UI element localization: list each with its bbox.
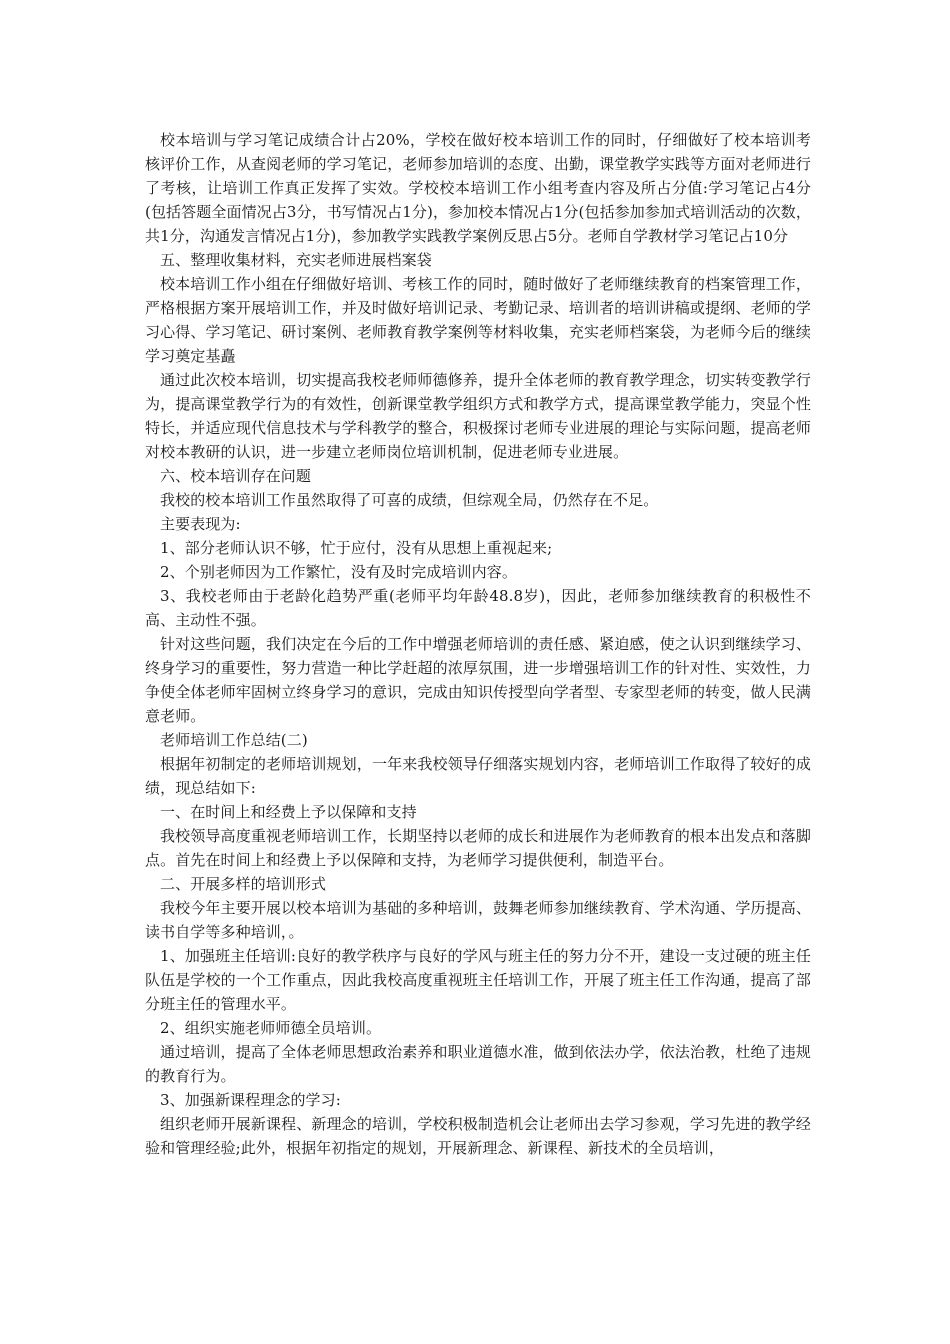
paragraph: 我校今年主要开展以校本培训为基础的多种培训，鼓舞老师参加继续教育、学术沟通、学历提高、读书自学等多种培训，。	[145, 899, 811, 941]
section-heading: 六、校本培训存在问题	[160, 467, 312, 485]
paragraph: 我校领导高度重视老师培训工作，长期坚持以老师的成长和进展作为老师教育的根本出发点和落脚点。首先在时间上和经费上予以保障和支持，为老师学习提供便利，制造平台。	[145, 827, 811, 869]
paragraph: 根据年初制定的老师培训规划，一年来我校领导仔细落实规划内容，老师培训工作取得了较好的成绩，现总结如下:	[145, 755, 811, 797]
section-heading: 一、在时间上和经费上予以保障和支持	[160, 803, 417, 821]
paragraph: 主要表现为:	[160, 515, 241, 533]
paragraph: 我校的校本培训工作虽然取得了可喜的成绩，但综观全局，仍然存在不足。	[160, 491, 659, 509]
paragraph: 针对这些问题，我们决定在今后的工作中增强老师培训的责任感、紧迫感，使之认识到继续学习、终身学习的重要性，努力营造一种比学赶超的浓厚氛围，进一步增强培训工作的针对性、实效性，力争使全体老师牢固树立终身学习的意识，完成由知识传授型向学者型、专家型老师的转变，做人民满意老师。	[145, 635, 811, 725]
paragraph: 通过培训，提高了全体老师思想政治素养和职业道德水准，做到依法办学，依法治教，杜绝了违规的教育行为。	[145, 1043, 811, 1085]
paragraph: 组织老师开展新课程、新理念的培训，学校积极制造机会让老师出去学习参观，学习先进的教学经验和管理经验;此外，根据年初指定的规划，开展新理念、新课程、新技术的全员培训，	[145, 1115, 811, 1157]
list-item: 2、个别老师因为工作繁忙，没有及时完成培训内容。	[160, 563, 517, 581]
list-item: 2、组织实施老师师德全员培训。	[160, 1019, 382, 1037]
paragraph: 校本培训与学习笔记成绩合计占20%，学校在做好校本培训工作的同时，仔细做好了校本培训考核评价工作，从查阅老师的学习笔记，老师参加培训的态度、出勤，课堂教学实践等方面对老师进行了考核，让培训工作真正发挥了实效。学校校本培训工作小组考查内容及所占分值:学习笔记占4分(包括答题全面情况占3分，书写情况占1分)，参加校本情况占1分(包括参加参加式培训活动的次数，共1分，沟通发言情况占1分)，参加教学实践教学案例反思占5分。老师自学教材学习笔记占10分	[145, 131, 811, 245]
list-item: 1、加强班主任培训:良好的教学秩序与良好的学风与班主任的努力分不开，建设一支过硬的班主任队伍是学校的一个工作重点，因此我校高度重视班主任培训工作，开展了班主任工作沟通，提高了部分班主任的管理水平。	[145, 947, 811, 1013]
list-item: 1、部分老师认识不够，忙于应付，没有从思想上重视起来;	[160, 539, 553, 557]
section-heading: 五、整理收集材料，充实老师进展档案袋	[160, 251, 432, 269]
list-item: 3、我校老师由于老龄化趋势严重(老师平均年龄48.8岁)，因此，老师参加继续教育的积极性不高、主动性不强。	[145, 587, 811, 629]
document-page	[145, 128, 811, 1160]
list-item: 3、加强新课程理念的学习:	[160, 1091, 341, 1109]
document-subtitle: 老师培训工作总结(二)	[160, 731, 308, 749]
paragraph: 校本培训工作小组在仔细做好培训、考核工作的同时，随时做好了老师继续教育的档案管理工作，严格根据方案开展培训工作，并及时做好培训记录、考勤记录、培训者的培训讲稿或提纲、老师的学习心得、学习笔记、研讨案例、老师教育教学案例等材料收集，充实老师档案袋，为老师今后的继续学习奠定基矗	[145, 275, 811, 365]
paragraph: 通过此次校本培训，切实提高我校老师师德修养，提升全体老师的教育教学理念，切实转变教学行为，提高课堂教学行为的有效性，创新课堂教学组织方式和教学方式，提高课堂教学能力，突显个性特长，并适应现代信息技术与学科教学的整合，积极探讨老师专业进展的理论与实际问题，提高老师对校本教研的认识，进一步建立老师岗位培训机制，促进老师专业进展。	[145, 371, 811, 461]
section-heading: 二、开展多样的培训形式	[160, 875, 327, 893]
